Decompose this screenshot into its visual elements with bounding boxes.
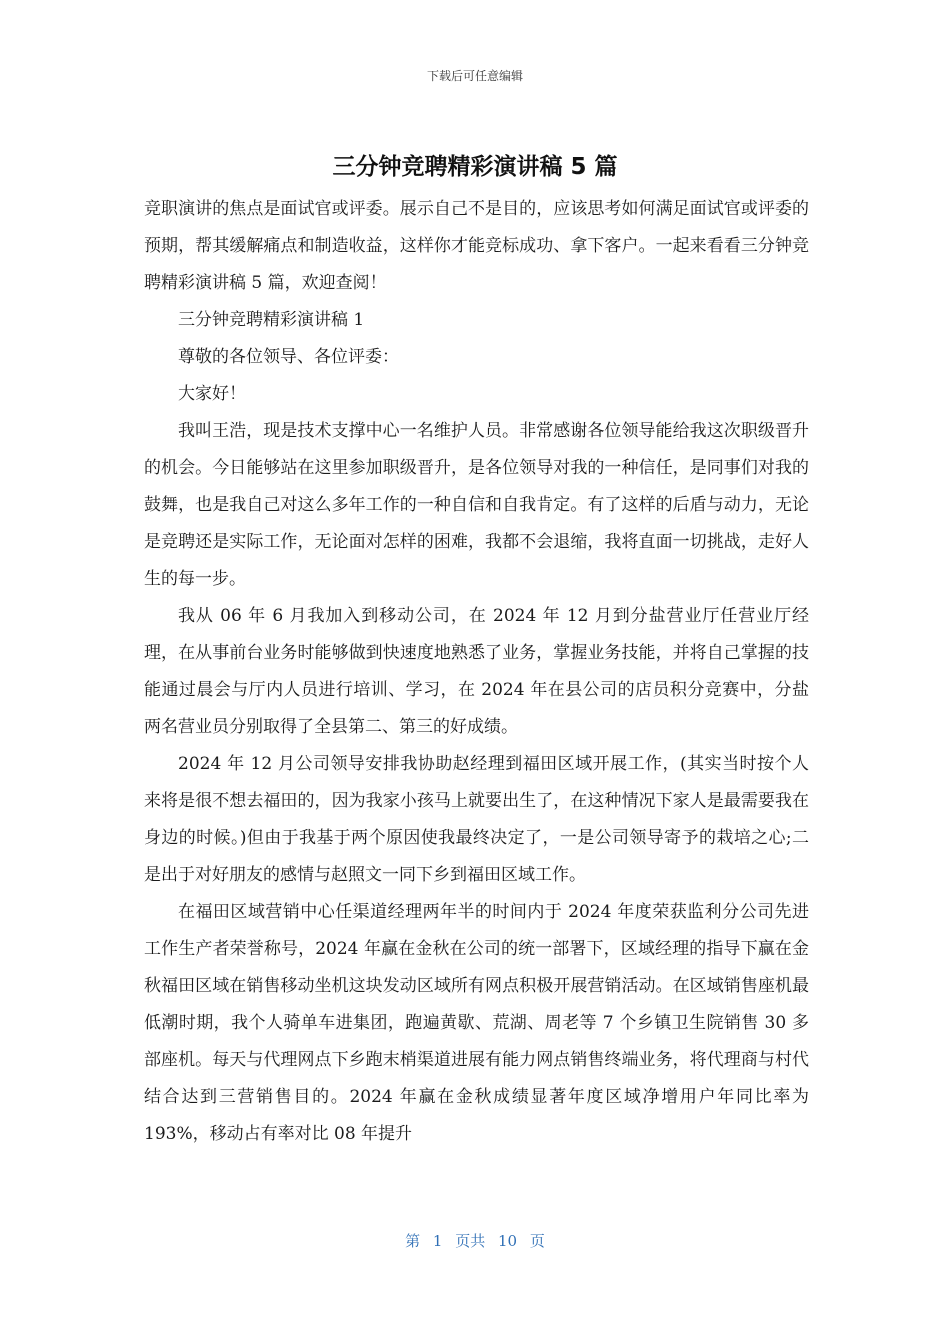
header-note: 下载后可任意编辑 (426, 69, 523, 83)
footer-label-of: 页共 (455, 1232, 486, 1250)
document-body (144, 191, 809, 1153)
page-footer (0, 1230, 950, 1251)
salutation: 尊敬的各位领导、各位评委： (178, 347, 399, 367)
footer-current-page: 1 (432, 1232, 443, 1250)
speech-heading: 三分钟竞聘精彩演讲稿 1 (178, 310, 365, 330)
body-paragraph: 我叫王浩，现是技术支撑中心一名维护人员。非常感谢各位领导能给我这次职级晋升的机会。今日能够站在这里参加职级晋升，是各位领导对我的一种信任，是同事们对我的鼓舞，也是我自己对这么多年工作的一种自信和自我肯定。有了这样的后盾与动力，无论是竞聘还是实际工作，无论面对怎样的困难，我都不会退缩，我将直面一切挑战，走好人生的每一步。 (144, 421, 809, 589)
document-title: 三分钟竞聘精彩演讲稿 5 篇 (332, 154, 618, 180)
footer-label-end: 页 (529, 1232, 545, 1250)
footer-label-page: 第 (405, 1232, 421, 1250)
intro-paragraph: 竞职演讲的焦点是面试官或评委。展示自己不是目的，应该思考如何满足面试官或评委的预期，帮其缓解痛点和制造收益，这样你才能竞标成功、拿下客户。一起来看看三分钟竞聘精彩演讲稿 5 篇，欢迎查阅！ (144, 199, 809, 293)
footer-total-pages: 10 (498, 1232, 518, 1250)
body-paragraph: 2024 年 12 月公司领导安排我协助赵经理到福田区域开展工作，(其实当时按个人来将是很不想去福田的，因为我家小孩马上就要出生了，在这种情况下家人是最需要我在身边的时候。)但由于我基于两个原因使我最终决定了，一是公司领导寄予的栽培之心;二是出于对好朋友的感情与赵照文一同下乡到福田区域工作。 (144, 754, 809, 885)
body-paragraph: 在福田区域营销中心任渠道经理两年半的时间内于 2024 年度荣获监利分公司先进工作生产者荣誉称号，2024 年赢在金秋在公司的统一部署下，区域经理的指导下赢在金秋福田区域在销售移动坐机这块发动区域所有网点积极开展营销活动。在区域销售座机最低潮时期，我个人骑单车进集团，跑遍黄歇、荒湖、周老等 7 个乡镇卫生院销售 30 多部座机。每天与代理网点下乡跑末梢渠道进展有能力网点销售终端业务，将代理商与村代结合达到三营销售目的。2024 年赢在金秋成绩显著年度区域净增用户年同比率为 193%，移动占有率对比 08 年提升 (144, 902, 809, 1144)
body-paragraph: 我从 06 年 6 月我加入到移动公司，在 2024 年 12 月到分盐营业厅任营业厅经理，在从事前台业务时能够做到快速度地熟悉了业务，掌握业务技能，并将自己掌握的技能通过晨会与厅内人员进行培训、学习，在 2024 年在县公司的店员积分竞赛中，分盐两名营业员分别取得了全县第二、第三的好成绩。 (144, 606, 809, 737)
greeting: 大家好！ (178, 384, 246, 404)
